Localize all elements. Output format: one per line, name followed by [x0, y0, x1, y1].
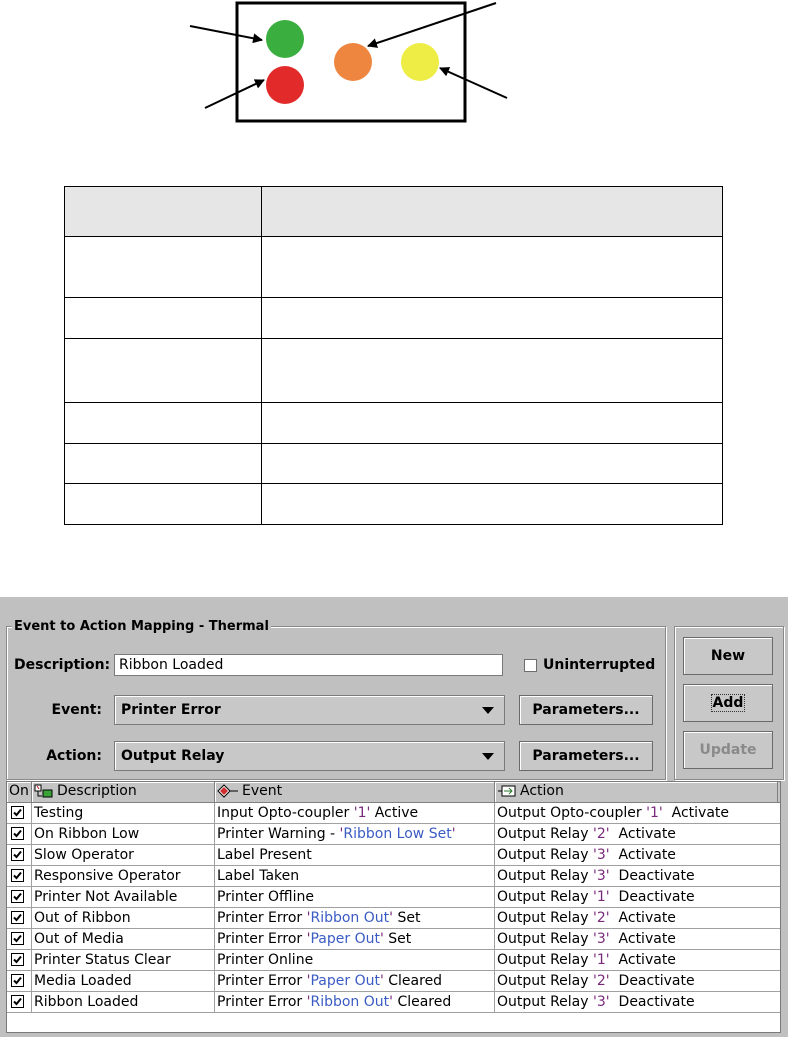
event-cell: Printer Error 'Ribbon Out' Set: [215, 908, 495, 928]
event-label: Event:: [51, 702, 102, 718]
enabled-checkbox[interactable]: [11, 827, 24, 840]
status-table: [64, 186, 723, 525]
on-cell: [7, 866, 32, 886]
red-light: [266, 66, 304, 104]
action-cell: Output Relay '2' Activate: [497, 910, 676, 926]
description-cell: Out of Media: [32, 929, 215, 949]
checkmark-icon: [12, 870, 23, 881]
event-cell: Input Opto-coupler '1' Active: [215, 803, 495, 823]
column-header-on[interactable]: [7, 782, 32, 802]
enabled-checkbox[interactable]: [11, 995, 24, 1008]
enabled-checkbox[interactable]: [11, 911, 24, 924]
table-row[interactable]: [7, 824, 780, 845]
action-label: Action:: [46, 748, 102, 764]
status-lights-figure: [0, 0, 788, 130]
checkmark-icon: [12, 807, 23, 818]
action-icon: [497, 784, 517, 798]
action-parameters-button[interactable]: Parameters...: [519, 741, 653, 771]
column-header-event[interactable]: [215, 782, 495, 802]
event-cell: Printer Warning - 'Ribbon Low Set': [215, 824, 495, 844]
table-row[interactable]: [7, 929, 780, 950]
description-cell: Slow Operator: [32, 845, 215, 865]
table-row[interactable]: [7, 950, 780, 971]
on-cell: [7, 845, 32, 865]
action-cell: Output Relay '3' Activate: [497, 931, 676, 947]
action-cell: Output Relay '3' Deactivate: [497, 994, 695, 1010]
checkmark-icon: [12, 912, 23, 923]
green-light: [266, 20, 304, 58]
description-cell: Media Loaded: [32, 971, 215, 991]
enabled-checkbox[interactable]: [11, 932, 24, 945]
table-cell: [262, 339, 723, 403]
table-row[interactable]: [7, 866, 780, 887]
table-cell: [262, 298, 723, 339]
uninterrupted-label[interactable]: Uninterrupted: [543, 657, 656, 673]
table-row[interactable]: [7, 845, 780, 866]
table-cell: [262, 484, 723, 525]
checkmark-icon: [12, 954, 23, 965]
action-select[interactable]: [114, 741, 505, 771]
table-row[interactable]: [7, 803, 780, 824]
event-icon: [217, 784, 239, 798]
event-cell: Label Taken: [215, 866, 495, 886]
column-header-description[interactable]: [32, 782, 215, 802]
checkmark-icon: [12, 933, 23, 944]
table-cell: [65, 237, 262, 298]
checkmark-icon: [12, 975, 23, 986]
column-header-action[interactable]: [495, 782, 778, 802]
description-label: Description:: [14, 657, 111, 673]
table-cell: [65, 339, 262, 403]
column-header-label: Event: [242, 783, 283, 799]
table-cell: [65, 444, 262, 484]
action-cell: Output Relay '1' Deactivate: [497, 889, 695, 905]
column-header-label: Action: [520, 783, 564, 799]
column-header-label: Description: [57, 783, 137, 799]
description-cell: Ribbon Loaded: [32, 992, 215, 1012]
action-cell: Output Opto-coupler '1' Activate: [497, 805, 730, 821]
table-cell: [262, 444, 723, 484]
action-cell: Output Relay '3' Deactivate: [497, 868, 695, 884]
new-button[interactable]: New: [683, 637, 773, 675]
group-title: Event to Action Mapping - Thermal: [14, 619, 269, 634]
chevron-down-icon: [482, 707, 494, 714]
table-row[interactable]: [7, 887, 780, 908]
on-cell: [7, 887, 32, 907]
table-cell: [262, 187, 723, 237]
event-cell: Printer Error 'Paper Out' Set: [215, 929, 495, 949]
uninterrupted-checkbox[interactable]: [524, 659, 537, 672]
checkmark-icon: [12, 849, 23, 860]
on-cell: [7, 950, 32, 970]
event-cell: Printer Online: [215, 950, 495, 970]
on-cell: [7, 803, 32, 823]
action-cell: Output Relay '3' Activate: [497, 847, 676, 863]
enabled-checkbox[interactable]: [11, 806, 24, 819]
table-cell: [65, 187, 262, 237]
enabled-checkbox[interactable]: [11, 848, 24, 861]
chevron-down-icon: [482, 753, 494, 760]
event-parameters-button[interactable]: Parameters...: [519, 695, 653, 725]
table-cell: [262, 403, 723, 444]
on-cell: [7, 929, 32, 949]
table-cell: [65, 484, 262, 525]
enabled-checkbox[interactable]: [11, 974, 24, 987]
add-button-label: Add: [712, 695, 744, 711]
checkmark-icon: [12, 828, 23, 839]
enabled-checkbox[interactable]: [11, 890, 24, 903]
table-row[interactable]: [7, 992, 780, 1013]
action-cell: Output Relay '1' Activate: [497, 952, 676, 968]
column-header-label: On: [9, 783, 29, 799]
action-select-value: Output Relay: [121, 748, 225, 764]
on-cell: [7, 971, 32, 991]
table-cell: [262, 237, 723, 298]
description-cell: Printer Not Available: [32, 887, 215, 907]
checkmark-icon: [12, 996, 23, 1007]
description-cell: On Ribbon Low: [32, 824, 215, 844]
event-action-mapping-dialog: [0, 597, 788, 1037]
action-cell: Output Relay '2' Activate: [497, 826, 676, 842]
orange-light: [334, 43, 372, 81]
event-cell: Printer Error 'Paper Out' Cleared: [215, 971, 495, 991]
on-cell: [7, 824, 32, 844]
table-cell: [65, 298, 262, 339]
event-select-value: Printer Error: [121, 702, 221, 718]
action-cell: Output Relay '2' Deactivate: [497, 973, 695, 989]
checkmark-icon: [12, 891, 23, 902]
description-cell: Printer Status Clear: [32, 950, 215, 970]
add-button[interactable]: [683, 684, 773, 722]
event-cell: Label Present: [215, 845, 495, 865]
event-select[interactable]: [114, 695, 505, 725]
enabled-checkbox[interactable]: [11, 869, 24, 882]
on-cell: [7, 908, 32, 928]
description-icon: [34, 784, 54, 798]
event-cell: Printer Offline: [215, 887, 495, 907]
description-input[interactable]: Ribbon Loaded: [114, 654, 503, 676]
table-row[interactable]: [7, 908, 780, 929]
description-cell: Testing: [32, 803, 215, 823]
event-cell: Printer Error 'Ribbon Out' Cleared: [215, 992, 495, 1012]
table-row[interactable]: [7, 971, 780, 992]
yellow-light: [401, 43, 439, 81]
enabled-checkbox[interactable]: [11, 953, 24, 966]
description-cell: Responsive Operator: [32, 866, 215, 886]
table-cell: [65, 403, 262, 444]
update-button: Update: [683, 731, 773, 769]
events-table: [6, 781, 781, 1033]
on-cell: [7, 992, 32, 1012]
description-cell: Out of Ribbon: [32, 908, 215, 928]
table-header: [7, 782, 780, 803]
